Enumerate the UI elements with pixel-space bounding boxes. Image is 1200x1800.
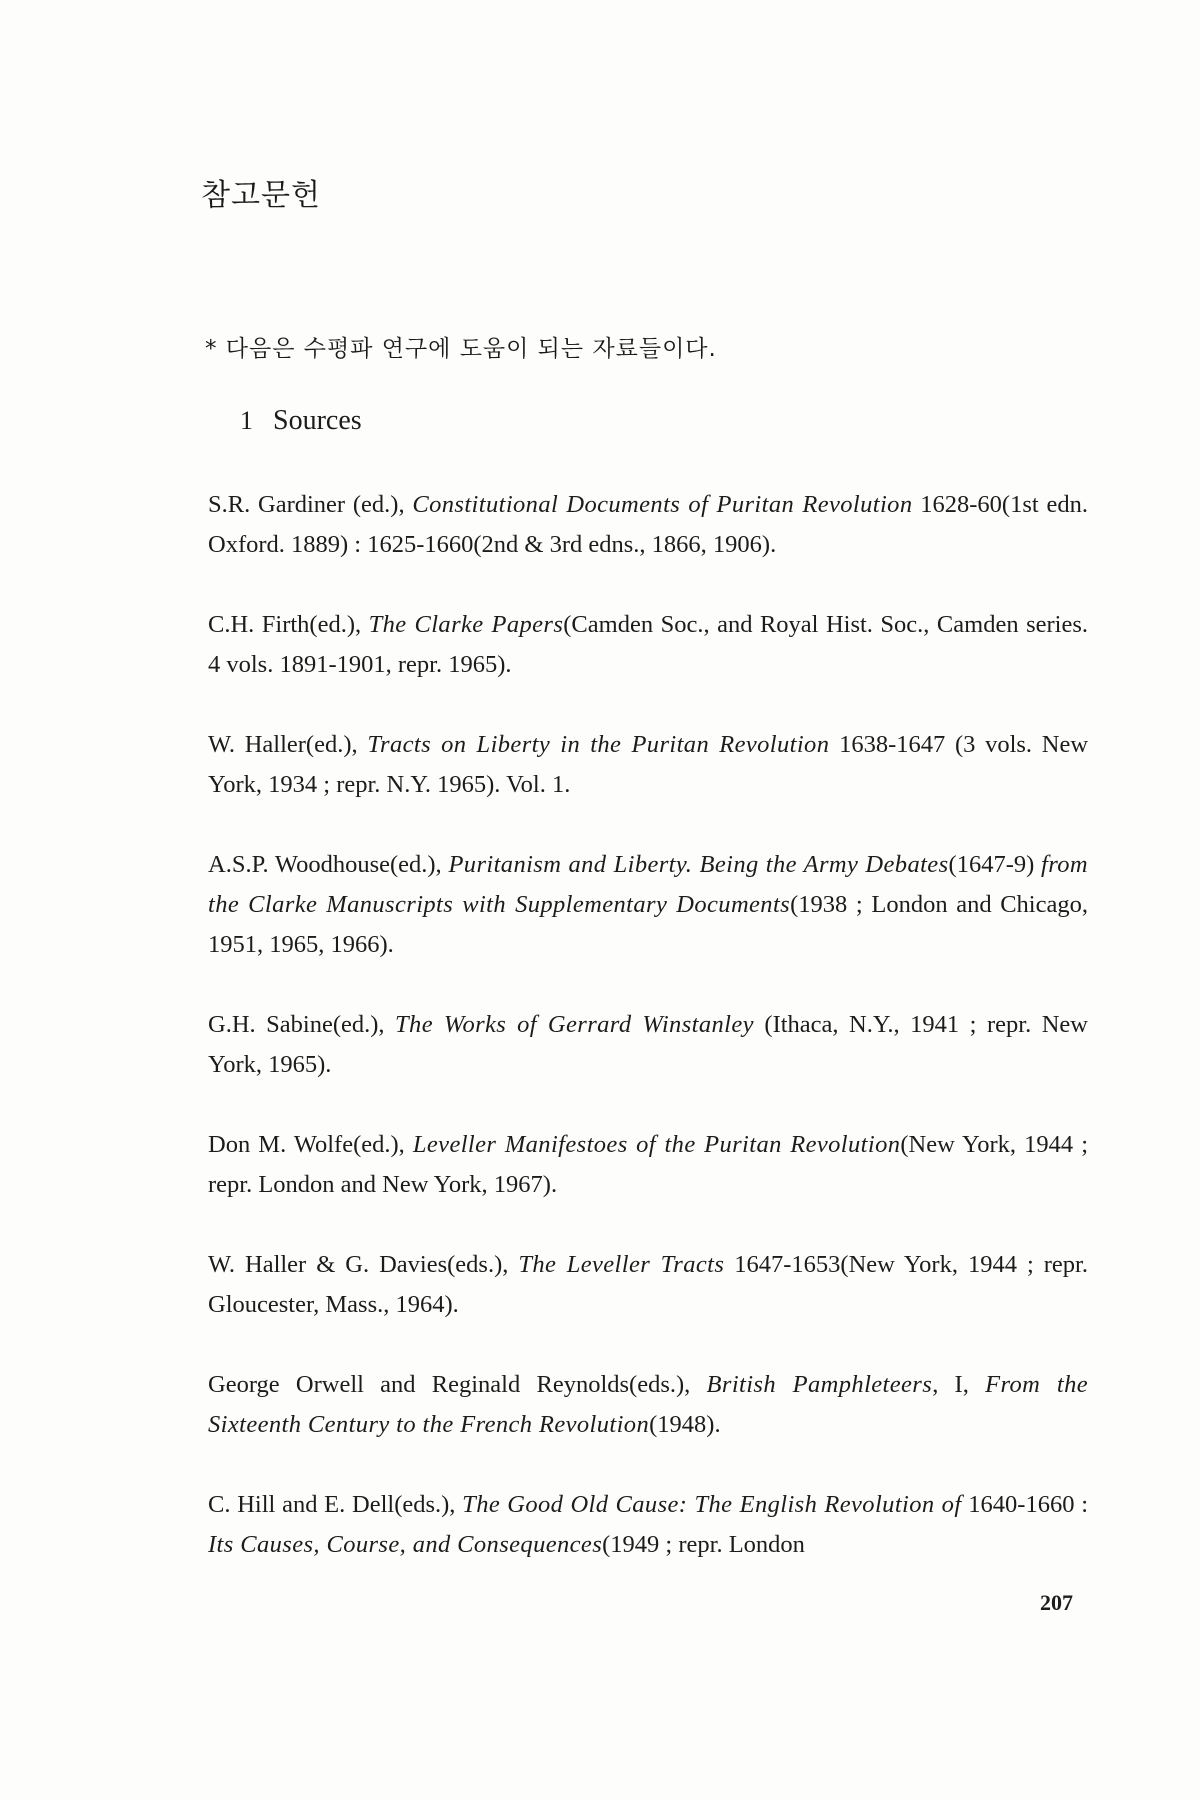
entry-title: The Good Old Cause: The English Revolution of [462, 1491, 962, 1518]
entry-editor: W. Haller(ed.), [208, 731, 368, 758]
entry-details: (New York, 1944 ; repr. London and New York, 1967). [208, 1131, 1089, 1198]
entry-subtitle: Its Causes, Course, and Consequences [208, 1531, 603, 1558]
entry-details: 1638-1647 (3 vols. New York, 1934 ; repr. N.Y. 1965). Vol. 1. [208, 731, 1089, 798]
entry-editor: A.S.P. Woodhouse(ed.), [208, 851, 449, 878]
entry-editor: Don M. Wolfe(ed.), [208, 1131, 413, 1158]
entry-title: The Works of Gerrard Winstanley [395, 1011, 754, 1038]
entry-title: The Leveller Tracts [518, 1251, 725, 1278]
entry-title: The Clarke Papers [368, 611, 564, 638]
entry-title: Tracts on Liberty in the Puritan Revolution [367, 731, 830, 758]
introductory-note: * 다음은 수평파 연구에 도움이 되는 자료들이다. [205, 336, 717, 362]
bibliography-entry-woodhouse [208, 845, 1088, 965]
bibliography-entry-wolfe [208, 1125, 1088, 1205]
entry-volume: , I, [932, 1371, 986, 1398]
entry-editor: C.H. Firth(ed.), [208, 611, 369, 638]
entry-editor: George Orwell and Reginald Reynolds(eds.), [208, 1371, 707, 1398]
entry-editor: G.H. Sabine(ed.), [208, 1011, 396, 1038]
bibliography-entry-orwell-reynolds [208, 1365, 1088, 1445]
entry-details: 1647-1653(New York, 1944 ; repr. Gloucester, Mass., 1964). [208, 1251, 1088, 1318]
entry-details: (Ithaca, N.Y., 1941 ; repr. New York, 1965). [208, 1011, 1088, 1078]
bibliography-entry-gardiner [208, 485, 1088, 565]
entry-editor: S.R. Gardiner (ed.), [208, 491, 413, 518]
entry-subtitle: From the Sixteenth Century to the French Revolution [208, 1371, 1089, 1438]
bibliography-entry-hill-dell [208, 1485, 1088, 1565]
entry-title: Constitutional Documents of Puritan Revolution [412, 491, 913, 518]
entry-editor: C. Hill and E. Dell(eds.), [208, 1491, 463, 1518]
bibliography-entry-sabine [208, 1005, 1088, 1085]
bibliography-entry-haller-davies [208, 1245, 1088, 1325]
page-number: 207 [1040, 1590, 1073, 1615]
bibliography-entry-haller [208, 725, 1088, 805]
entry-details: (1948). [649, 1411, 721, 1438]
entry-title: Puritanism and Liberty. Being the Army Debates [448, 851, 949, 878]
entry-editor: W. Haller & G. Davies(eds.), [208, 1251, 519, 1278]
entry-details: 1628-60(1st edn. Oxford. 1889) : 1625-1660(2nd & 3rd edns., 1866, 1906). [208, 491, 1088, 558]
entry-details: (1949 ; repr. London [602, 1531, 805, 1558]
entry-title: British Pamphleteers [706, 1371, 933, 1398]
section-number: 1 [240, 406, 253, 435]
section-title: Sources [273, 405, 362, 436]
entry-date: (1647-9) [948, 851, 1042, 878]
entry-title: Leveller Manifestoes of the Puritan Revolution [412, 1131, 901, 1158]
bibliography-entry-firth [208, 605, 1088, 685]
page-heading: 참고문헌 [201, 178, 321, 213]
entry-date: 1640-1660 : [961, 1491, 1088, 1518]
section-heading [240, 405, 362, 437]
entry-subtitle: from the Clarke Manuscripts with Supplementary Documents [208, 851, 1088, 918]
entry-details: (1938 ; London and Chicago, 1951, 1965, 1966). [208, 891, 1088, 958]
entry-details: (Camden Soc., and Royal Hist. Soc., Camden series. 4 vols. 1891-1901, repr. 1965). [208, 611, 1088, 678]
